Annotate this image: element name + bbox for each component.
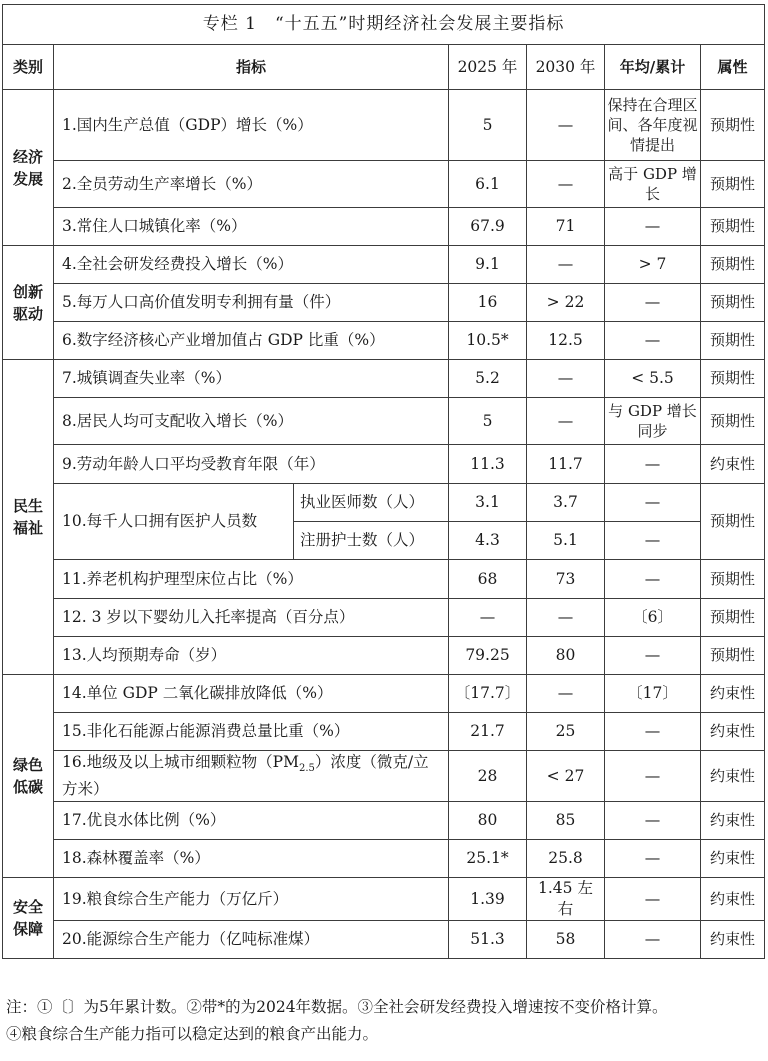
value-annual: < 5.5: [605, 360, 701, 398]
table-row: [3, 484, 765, 522]
table-row: [3, 637, 765, 675]
attribute: 约束性: [701, 840, 765, 878]
table-row: [3, 599, 765, 637]
value-2025: —: [449, 599, 527, 637]
table-row: [3, 921, 765, 959]
value-2025: 80: [449, 802, 527, 840]
table-row: [3, 90, 765, 161]
table-row: [3, 878, 765, 921]
indicator-name: 17.优良水体比例（%）: [54, 802, 449, 840]
table-row: [3, 246, 765, 284]
header-category: 类别: [3, 45, 54, 90]
sub-indicator-name: 执业医师数（人）: [294, 484, 449, 522]
category-economic: 经济 发展: [3, 90, 54, 246]
value-annual: —: [605, 637, 701, 675]
value-annual: —: [605, 802, 701, 840]
value-2025: 1.39: [449, 878, 527, 921]
value-2030: —: [527, 90, 605, 161]
value-annual: 与 GDP 增长同步: [605, 398, 701, 445]
header-2030: 2030 年: [527, 45, 605, 90]
value-2030: —: [527, 675, 605, 713]
value-2030: 73: [527, 560, 605, 599]
table-row: [3, 560, 765, 599]
attribute: 预期性: [701, 161, 765, 208]
value-2025: 51.3: [449, 921, 527, 959]
value-2025: 5.2: [449, 360, 527, 398]
value-2030: 25.8: [527, 840, 605, 878]
indicator-name: 15.非化石能源占能源消费总量比重（%）: [54, 713, 449, 751]
indicator-name: 5.每万人口高价值发明专利拥有量（件）: [54, 284, 449, 322]
value-2030: 5.1: [527, 522, 605, 560]
value-annual: —: [605, 751, 701, 802]
indicator-name: 8.居民人均可支配收入增长（%）: [54, 398, 449, 445]
value-annual: —: [605, 921, 701, 959]
table-row: [3, 398, 765, 445]
attribute: 预期性: [701, 284, 765, 322]
attribute: 约束性: [701, 751, 765, 802]
value-annual: —: [605, 878, 701, 921]
indicator-name: 13.人均预期寿命（岁）: [54, 637, 449, 675]
attribute: 预期性: [701, 560, 765, 599]
value-2025: 11.3: [449, 445, 527, 484]
value-2030: 85: [527, 802, 605, 840]
header-row: [3, 45, 765, 90]
value-annual: —: [605, 208, 701, 246]
value-2030: —: [527, 360, 605, 398]
indicator-name: 3.常住人口城镇化率（%）: [54, 208, 449, 246]
value-annual: 保持在合理区间、各年度视情提出: [605, 90, 701, 161]
indicator-name: 6.数字经济核心产业增加值占 GDP 比重（%）: [54, 322, 449, 360]
value-annual: 〔6〕: [605, 599, 701, 637]
table-row: [3, 161, 765, 208]
table-row: [3, 284, 765, 322]
indicator-name: 18.森林覆盖率（%）: [54, 840, 449, 878]
value-annual: —: [605, 322, 701, 360]
value-2025: 28: [449, 751, 527, 802]
value-2030: < 27: [527, 751, 605, 802]
indicator-name: 20.能源综合生产能力（亿吨标准煤）: [54, 921, 449, 959]
value-2025: 4.3: [449, 522, 527, 560]
indicator-name: 19.粮食综合生产能力（万亿斤）: [54, 878, 449, 921]
value-2025: 6.1: [449, 161, 527, 208]
category-livelihood: 民生 福祉: [3, 360, 54, 675]
attribute: 约束性: [701, 921, 765, 959]
indicator-table: [2, 4, 765, 959]
attribute: 约束性: [701, 878, 765, 921]
indicator-name: 14.单位 GDP 二氧化碳排放降低（%）: [54, 675, 449, 713]
value-annual: —: [605, 484, 701, 522]
indicator-name: 10.每千人口拥有医护人员数: [54, 484, 294, 560]
table-row: [3, 802, 765, 840]
attribute: 预期性: [701, 637, 765, 675]
value-annual: 高于 GDP 增长: [605, 161, 701, 208]
table-row: [3, 445, 765, 484]
attribute: 预期性: [701, 90, 765, 161]
value-2030: 3.7: [527, 484, 605, 522]
attribute: 预期性: [701, 246, 765, 284]
value-annual: —: [605, 284, 701, 322]
value-2030: —: [527, 599, 605, 637]
value-2030: 58: [527, 921, 605, 959]
category-innovation: 创新 驱动: [3, 246, 54, 360]
indicator-name: 16.地级及以上城市细颗粒物$(PM_{2.5})$浓度（微克/立方米）: [54, 751, 449, 802]
value-2025: 79.25: [449, 637, 527, 675]
value-2025: 25.1*: [449, 840, 527, 878]
value-2025: 9.1: [449, 246, 527, 284]
value-2025: 67.9: [449, 208, 527, 246]
header-attribute: 属性: [701, 45, 765, 90]
table-row: [3, 713, 765, 751]
value-2030: —: [527, 398, 605, 445]
value-2030: —: [527, 246, 605, 284]
value-annual: —: [605, 560, 701, 599]
table-row: [3, 322, 765, 360]
indicator-name: 7.城镇调查失业率（%）: [54, 360, 449, 398]
value-2030: > 22: [527, 284, 605, 322]
table-row: [3, 208, 765, 246]
value-2030: 71: [527, 208, 605, 246]
header-annual: 年均/累计: [605, 45, 701, 90]
value-2025: 10.5*: [449, 322, 527, 360]
attribute: 预期性: [701, 484, 765, 560]
indicator-name: 9.劳动年龄人口平均受教育年限（年）: [54, 445, 449, 484]
category-security: 安全 保障: [3, 878, 54, 959]
indicator-name: 12. 3 岁以下婴幼儿入托率提高（百分点）: [54, 599, 449, 637]
value-annual: —: [605, 522, 701, 560]
header-indicator: 指标: [54, 45, 449, 90]
table-title: 专栏 1 “十五五”时期经济社会发展主要指标: [3, 5, 765, 45]
value-2030: 80: [527, 637, 605, 675]
table-notes: [6, 994, 764, 1048]
table-row: [3, 751, 765, 802]
attribute: 预期性: [701, 322, 765, 360]
value-2025: 〔17.7〕: [449, 675, 527, 713]
indicator-name: 11.养老机构护理型床位占比（%）: [54, 560, 449, 599]
indicator-name: 4.全社会研发经费投入增长（%）: [54, 246, 449, 284]
value-2030: 1.45 左右: [527, 878, 605, 921]
attribute: 约束性: [701, 675, 765, 713]
attribute: 约束性: [701, 445, 765, 484]
attribute: 预期性: [701, 599, 765, 637]
header-2025: 2025 年: [449, 45, 527, 90]
category-green: 绿色 低碳: [3, 675, 54, 878]
table-row: [3, 840, 765, 878]
value-2030: 11.7: [527, 445, 605, 484]
value-annual: > 7: [605, 246, 701, 284]
value-2025: 5: [449, 398, 527, 445]
note-line-1: 注：①〔〕为5年累计数。②带*的为2024年数据。③全社会研发经费投入增速按不变价格计算。: [6, 998, 668, 1016]
attribute: 约束性: [701, 802, 765, 840]
value-2025: 68: [449, 560, 527, 599]
attribute: 约束性: [701, 713, 765, 751]
indicator-name: 2.全员劳动生产率增长（%）: [54, 161, 449, 208]
note-line-2: ④粮食综合生产能力指可以稳定达到的粮食产出能力。: [6, 1025, 379, 1043]
value-2030: —: [527, 161, 605, 208]
indicator-name: 1.国内生产总值（GDP）增长（%）: [54, 90, 449, 161]
attribute: 预期性: [701, 208, 765, 246]
value-2025: 5: [449, 90, 527, 161]
value-annual: 〔17〕: [605, 675, 701, 713]
value-2030: 25: [527, 713, 605, 751]
value-annual: —: [605, 445, 701, 484]
attribute: 预期性: [701, 398, 765, 445]
value-annual: —: [605, 713, 701, 751]
sub-indicator-name: 注册护士数（人）: [294, 522, 449, 560]
table-row: [3, 360, 765, 398]
value-2025: 16: [449, 284, 527, 322]
attribute: 预期性: [701, 360, 765, 398]
value-annual: —: [605, 840, 701, 878]
value-2025: 3.1: [449, 484, 527, 522]
value-2025: 21.7: [449, 713, 527, 751]
value-2030: 12.5: [527, 322, 605, 360]
table-row: [3, 675, 765, 713]
